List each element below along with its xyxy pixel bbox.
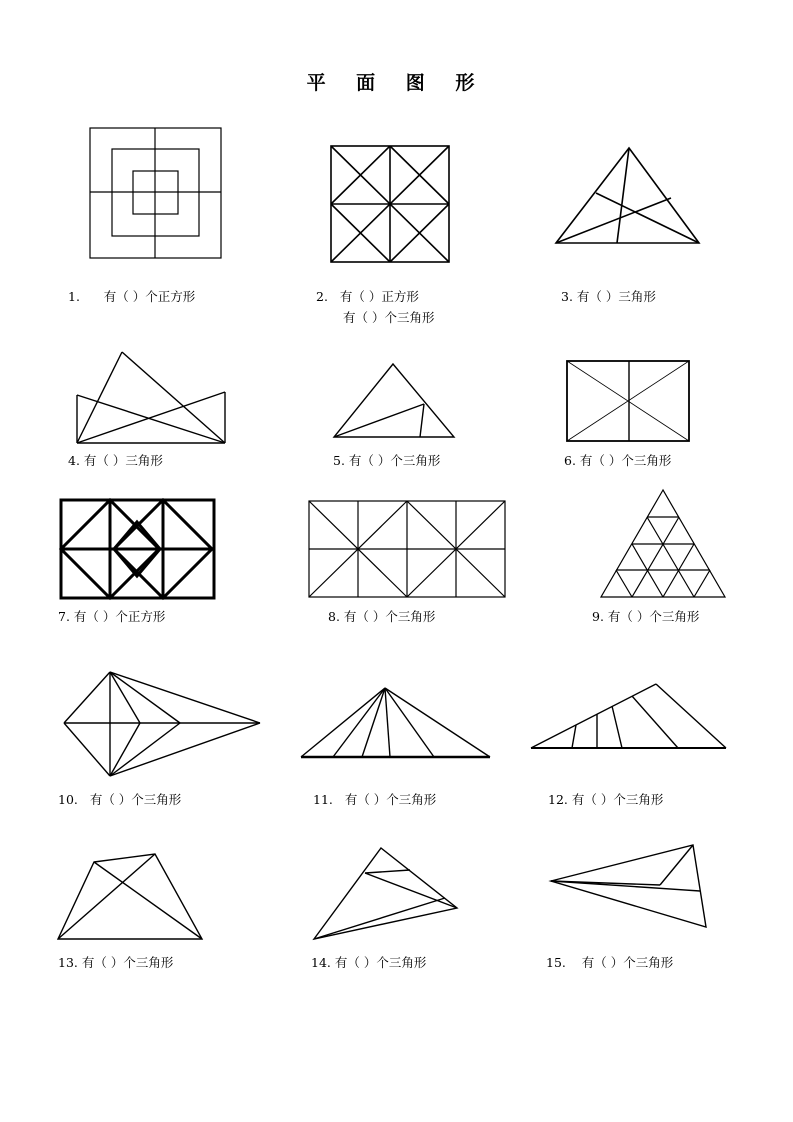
problem-text: 有（ ）个三角形 (343, 609, 436, 624)
caption-problem-9 (592, 609, 699, 625)
problem-text: 有（ ）个三角形 (579, 453, 672, 468)
problem-number: 7. (58, 609, 70, 624)
problem-text: 有（ ）个三角形 (81, 955, 174, 970)
problem-text: 有（ ）个三角形 (343, 310, 435, 325)
caption-problem-15 (546, 955, 673, 971)
page-title: 平 面 图 形 (306, 72, 487, 94)
caption-problem-4 (68, 453, 163, 469)
caption-problem-13 (58, 955, 173, 971)
problem-text: 有（ ）个三角形 (607, 609, 700, 624)
problem-text: 有（ ）个正方形 (103, 289, 196, 304)
problem-number: 12. (548, 792, 568, 807)
problem-text: 有（ ）个正方形 (73, 609, 166, 624)
problem-text: 有（ ）个三角形 (334, 955, 427, 970)
problem-number: 15. (546, 955, 566, 970)
problem-text: 有（ ）个三角形 (89, 792, 182, 807)
caption-problem-6 (564, 453, 671, 469)
problem-number: 8. (328, 609, 340, 624)
caption-problem-14 (311, 955, 426, 971)
problem-number: 5. (333, 453, 345, 468)
problem-text: 有（ ）个三角形 (581, 955, 674, 970)
problem-number: 13. (58, 955, 78, 970)
problem-number: 10. (58, 792, 78, 807)
caption-problem-2 (316, 289, 419, 305)
caption-problem-1 (68, 289, 195, 305)
caption-problem-8 (328, 609, 435, 625)
caption-problem-12 (548, 792, 663, 808)
caption-problem-3 (561, 289, 656, 305)
problem-number: 11. (313, 792, 333, 807)
problem-text: 有（ ）个三角形 (344, 792, 437, 807)
caption-problem-11 (313, 792, 436, 808)
problem-text: 有（ ）个三角形 (348, 453, 441, 468)
problem-number: 14. (311, 955, 331, 970)
problem-number: 4. (68, 453, 80, 468)
problem-text: 有（ ）三角形 (576, 289, 656, 304)
problem-text: 有（ ）个三角形 (571, 792, 664, 807)
problem-text: 有（ ）三角形 (83, 453, 163, 468)
problem-number: 2. (316, 289, 328, 304)
problem-number: 3. (561, 289, 573, 304)
problem-number: 9. (592, 609, 604, 624)
problem-number: 1. (68, 289, 80, 304)
caption-problem-5 (333, 453, 440, 469)
caption-problem-7 (58, 609, 165, 625)
caption-problem-2-line-2 (343, 310, 434, 326)
problem-number: 6. (564, 453, 576, 468)
problem-text: 有（ ）正方形 (339, 289, 419, 304)
caption-problem-10 (58, 792, 181, 808)
